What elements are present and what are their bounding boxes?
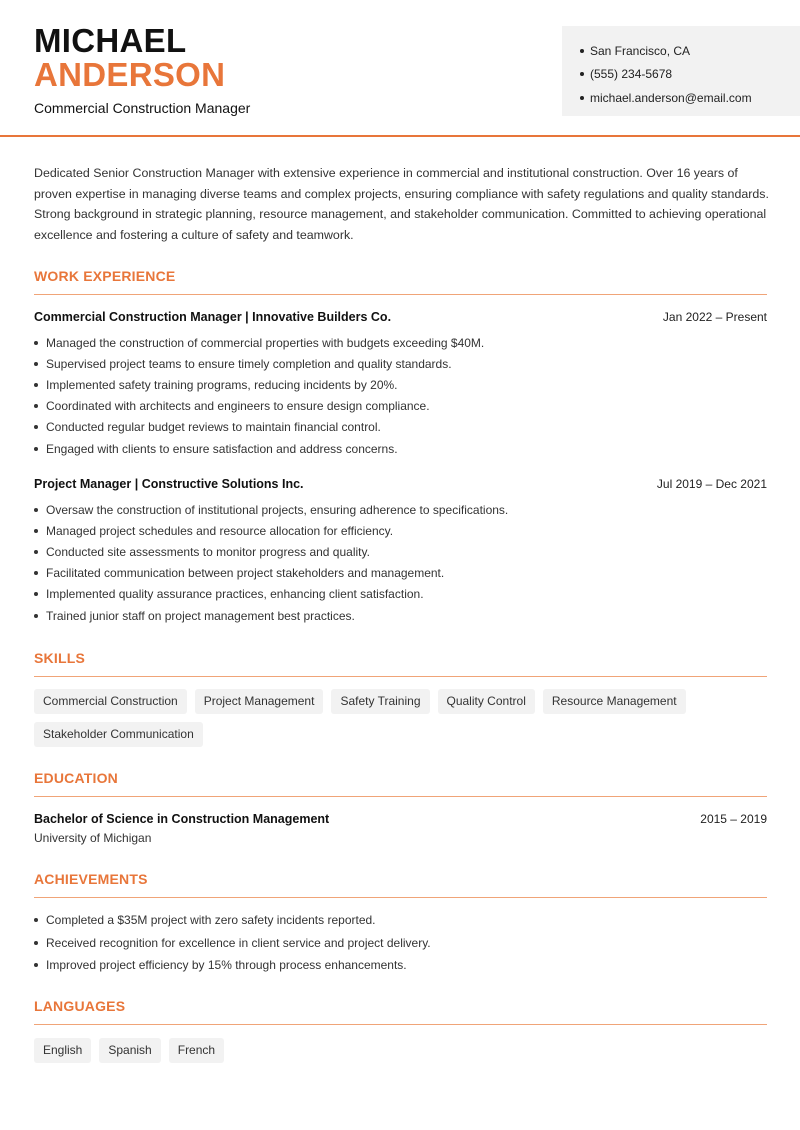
skills-list (34, 689, 767, 747)
contact-email: michael.anderson@email.com (580, 86, 800, 110)
bullet-icon (34, 362, 38, 366)
section-title-achievements: ACHIEVEMENTS (34, 871, 148, 887)
summary: Dedicated Senior Construction Manager with extensive experience in commercial and institutional construction. Over 16 years of proven expertise in managing diverse teams and complex projects, ensuring compliance with safety regulations and quality standards. Strong background in strategic planning, resource management, and stakeholder communication. Committed to achieving operational excellence and fostering a culture of safety and teamwork. (34, 166, 769, 243)
job-bullets (34, 332, 767, 459)
job-dates: Jan 2022 – Present (662, 310, 767, 324)
job-bullets (34, 499, 767, 626)
candidate-name (34, 24, 225, 92)
job-header (34, 310, 767, 324)
list-item: Conducted site assessments to monitor progress and quality. (34, 541, 767, 562)
skill-tag: Stakeholder Communication (34, 722, 203, 747)
list-item: Completed a $35M project with zero safety incidents reported. (34, 909, 767, 932)
bullet-icon (34, 614, 38, 618)
bullet-icon (34, 447, 38, 451)
section-divider (34, 1024, 767, 1025)
bullet-icon (34, 404, 38, 408)
list-item: Engaged with clients to ensure satisfaction and address concerns. (34, 438, 767, 459)
list-item: Trained junior staff on project management best practices. (34, 605, 767, 626)
list-item: Supervised project teams to ensure timely completion and quality standards. (34, 353, 767, 374)
bullet-icon (34, 508, 38, 512)
education-header (34, 812, 767, 826)
list-item: Received recognition for excellence in client service and project delivery. (34, 932, 767, 955)
bullet-icon (34, 383, 38, 387)
section-divider (34, 796, 767, 797)
bullet-icon (34, 592, 38, 596)
resume-header (0, 0, 800, 137)
job-header (34, 477, 767, 491)
bullet-icon (34, 341, 38, 345)
contact-location: San Francisco, CA (580, 39, 800, 63)
job-title: Commercial Construction Manager (34, 100, 251, 116)
bullet-icon (580, 49, 584, 53)
skill-tag: Project Management (195, 689, 324, 714)
list-item: Improved project efficiency by 15% through process enhancements. (34, 954, 767, 977)
section-title-skills: SKILLS (34, 650, 85, 666)
list-item: Coordinated with architects and engineers to ensure design compliance. (34, 396, 767, 417)
bullet-icon (34, 425, 38, 429)
bullet-icon (34, 571, 38, 575)
list-item: Implemented quality assurance practices, enhancing client satisfaction. (34, 584, 767, 605)
section-divider (34, 897, 767, 898)
list-item: Oversaw the construction of institutional projects, ensuring adherence to specifications. (34, 499, 767, 520)
bullet-icon (34, 918, 38, 922)
list-item: Conducted regular budget reviews to maintain financial control. (34, 417, 767, 438)
job-role: Commercial Construction Manager | Innovative Builders Co. (34, 310, 392, 324)
list-item: Managed the construction of commercial properties with budgets exceeding $40M. (34, 332, 767, 353)
job-role: Project Manager | Constructive Solutions Inc. (34, 477, 304, 491)
list-item: Facilitated communication between project stakeholders and management. (34, 563, 767, 584)
education-years: 2015 – 2019 (700, 812, 767, 826)
language-tag: English (34, 1038, 91, 1063)
bullet-icon (34, 550, 38, 554)
language-tag: Spanish (99, 1038, 160, 1063)
bullet-icon (34, 529, 38, 533)
first-name: MICHAEL (34, 22, 187, 59)
list-item: Implemented safety training programs, reducing incidents by 20%. (34, 374, 767, 395)
last-name: ANDERSON (34, 56, 226, 93)
section-title-education: EDUCATION (34, 770, 118, 786)
skill-tag: Commercial Construction (34, 689, 187, 714)
section-title-work: WORK EXPERIENCE (34, 268, 176, 284)
achievements-list (34, 909, 767, 977)
degree: Bachelor of Science in Construction Management (34, 812, 330, 826)
language-tag: French (169, 1038, 224, 1063)
contact-box (562, 26, 800, 116)
languages-list (34, 1038, 767, 1063)
job-dates: Jul 2019 – Dec 2021 (656, 477, 767, 491)
bullet-icon (580, 72, 584, 76)
bullet-icon (34, 941, 38, 945)
section-divider (34, 676, 767, 677)
skill-tag: Safety Training (331, 689, 429, 714)
list-item: Managed project schedules and resource allocation for efficiency. (34, 520, 767, 541)
bullet-icon (580, 96, 584, 100)
contact-phone: (555) 234-5678 (580, 63, 800, 87)
section-title-languages: LANGUAGES (34, 998, 126, 1014)
school-name: University of Michigan (34, 831, 152, 845)
bullet-icon (34, 963, 38, 967)
section-divider (34, 294, 767, 295)
skill-tag: Quality Control (438, 689, 535, 714)
skill-tag: Resource Management (543, 689, 686, 714)
